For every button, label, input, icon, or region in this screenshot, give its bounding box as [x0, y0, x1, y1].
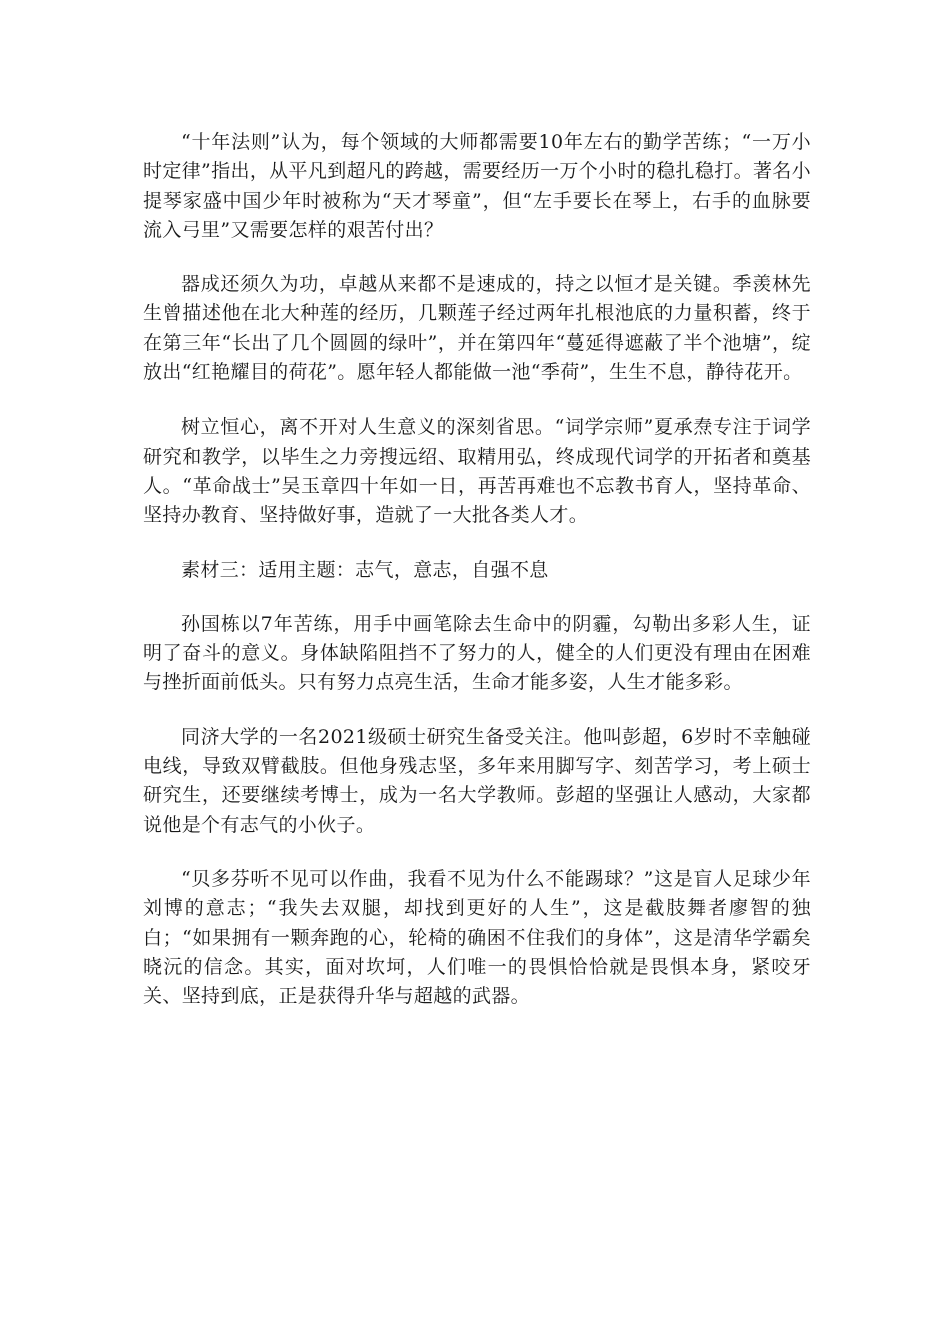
paragraph-will-and-belief: “贝多芬听不见可以作曲，我看不见为什么不能踢球？”这是盲人足球少年刘博的意志；“我失去双腿，却找到更好的人生”，这是截肢舞者廖智的独白；“如果拥有一颗奔跑的心，轮椅的确困不住我们的身体”，这是清华学霸矣晓沅的信念。其实，面对坎坷，人们唯一的畏惧恰恰就是畏惧本身，紧咬牙关、坚持到底，正是获得升华与超越的武器。 [143, 867, 811, 1008]
paragraph-ten-year-rule: “十年法则”认为，每个领域的大师都需要10年左右的勤学苦练；“一万小时定律”指出，从平凡到超凡的跨越，需要经历一万个小时的稳扎稳打。著名小提琴家盛中国少年时被称为“天才琴童”，但“左手要长在琴上，右手的血脉要流入弓里”又需要怎样的艰苦付出？ [143, 131, 811, 241]
paragraph-peng-chao: 同济大学的一名2021级硕士研究生备受关注。他叫彭超，6岁时不幸触碰电线，导致双臂截肢。但他身残志坚，多年来用脚写字、刻苦学习，考上硕士研究生，还要继续考博士，成为一名大学教师。彭超的坚强让人感动，大家都说他是个有志气的小伙子。 [143, 725, 811, 836]
paragraph-persistence: 器成还须久为功，卓越从来都不是速成的，持之以恒才是关键。季羡林先生曾描述他在北大种莲的经历，几颗莲子经过两年扎根池底的力量积蓄，终于在第三年“长出了几个圆圆的绿叶”，并在第四年“蔓延得遮蔽了半个池塘”，绽放出“红艳耀目的荷花”。愿年轻人都能做一池“季荷”，生生不息，静待花开。 [143, 273, 811, 384]
paragraph-sun-guodong: 孙国栋以7年苦练，用手中画笔除去生命中的阴霾，勾勒出多彩人生，证明了奋斗的意义。身体缺陷阻挡不了努力的人，健全的人们更没有理由在困难与挫折面前低头。只有努力点亮生活，生命才能多姿，人生才能多彩。 [143, 612, 811, 694]
document-body [143, 128, 811, 1036]
paragraph-life-meaning: 树立恒心，离不开对人生意义的深刻省思。“词学宗师”夏承焘专注于词学研究和教学，以毕生之力旁搜远绍、取精用弘，终成现代词学的开拓者和奠基人。“革命战士”吴玉章四十年如一日，再苦再难也不忘教书育人，坚持革命、坚持办教育、坚持做好事，造就了一大批各类人才。 [143, 416, 811, 527]
section-heading-material-three: 素材三：适用主题：志气，意志，自强不息 [181, 558, 549, 581]
